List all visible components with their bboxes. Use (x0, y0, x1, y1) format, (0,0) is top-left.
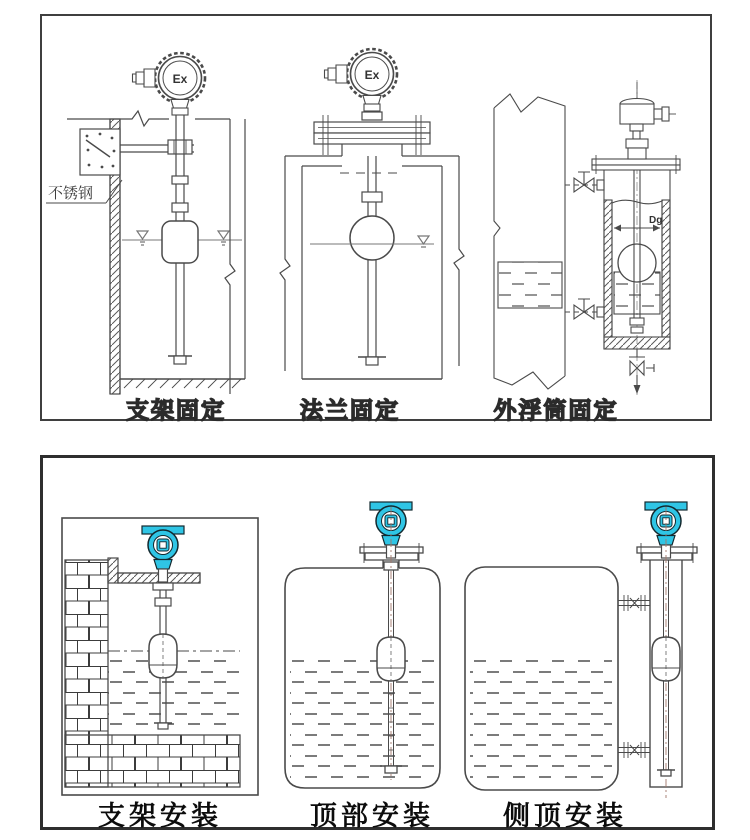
material-note-label: 不锈钢 (48, 185, 94, 202)
caption-top-installation: 顶部安装 (310, 801, 434, 831)
ex-marking-bracket: Ex (172, 72, 188, 86)
caption-bracket-installation: 支架安装 (98, 801, 222, 831)
ex-marking-flange: Ex (364, 68, 380, 82)
diagram-external-chamber-fixing (494, 80, 680, 398)
caption-external-chamber-fixing: 外浮筒固定 (493, 397, 619, 423)
diagram-flange-fixing (280, 49, 464, 379)
caption-flange-fixing: 法兰固定 (300, 397, 400, 423)
fixing-methods-panel (40, 14, 712, 421)
installation-methods-drawing (43, 458, 712, 827)
diagram-top-installation (285, 502, 440, 788)
diagram-bracket-installation (62, 518, 258, 795)
caption-bracket-fixing: 支架固定 (126, 397, 226, 423)
pipe-diameter-label: Dg (649, 215, 663, 226)
diagram-bracket-fixing (46, 53, 245, 394)
caption-side-top-installation: 侧顶安装 (503, 801, 627, 831)
installation-methods-panel (40, 455, 715, 830)
diagram-side-top-installation (465, 502, 697, 798)
fixing-methods-drawing (42, 16, 710, 419)
